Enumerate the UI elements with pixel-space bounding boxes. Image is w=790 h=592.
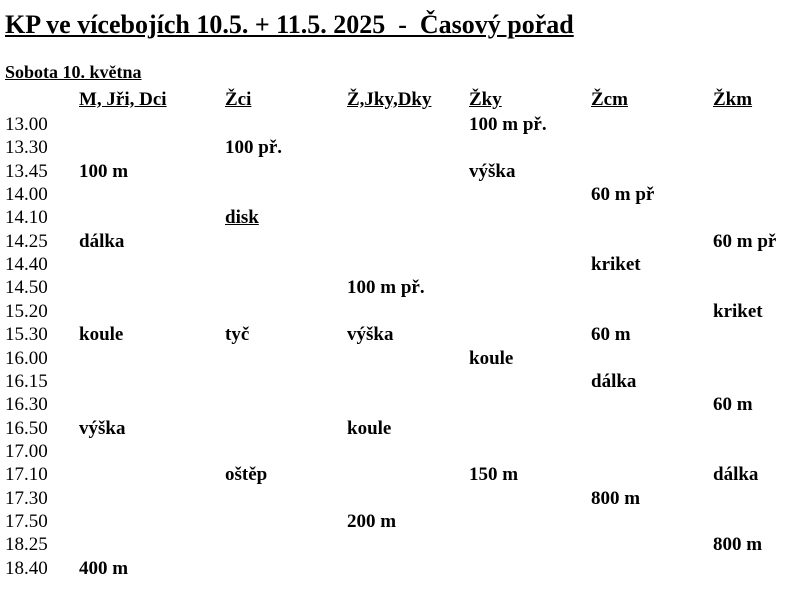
schedule-cell: disk — [225, 207, 259, 228]
schedule-cell: 150 m — [469, 464, 519, 485]
row-time: 14.10 — [5, 207, 48, 228]
schedule-cell: oštěp — [225, 464, 268, 485]
column-header: M, Jři, Dci — [79, 89, 167, 110]
schedule-cell: tyč — [225, 324, 250, 345]
row-time: 16.00 — [5, 348, 48, 369]
row-time: 14.00 — [5, 184, 48, 205]
schedule-cell: dálka — [591, 371, 637, 392]
schedule-cell: 60 m př — [713, 231, 777, 252]
schedule-cell: 100 př. — [225, 137, 282, 158]
schedule-cell: kriket — [591, 254, 641, 275]
day-heading: Sobota 10. května — [5, 62, 142, 82]
schedule-cell: 800 m — [713, 534, 763, 555]
row-time: 17.50 — [5, 511, 48, 532]
page-title: KP ve vícebojích 10.5. + 11.5. 2025 - Časový pořad — [5, 10, 574, 39]
column-header: Žkm — [713, 89, 753, 110]
schedule-cell: výška — [469, 161, 516, 182]
schedule-cell: 100 m — [79, 161, 129, 182]
row-time: 17.10 — [5, 464, 48, 485]
row-time: 13.00 — [5, 114, 48, 135]
schedule-cell: 400 m — [79, 558, 129, 579]
row-time: 14.40 — [5, 254, 48, 275]
schedule-cell: 60 m — [713, 394, 753, 415]
row-time: 18.25 — [5, 534, 48, 555]
schedule-cell: 60 m — [591, 324, 631, 345]
row-time: 16.30 — [5, 394, 48, 415]
row-time: 14.50 — [5, 277, 48, 298]
row-time: 14.25 — [5, 231, 48, 252]
row-time: 18.40 — [5, 558, 48, 579]
row-time: 13.45 — [5, 161, 48, 182]
schedule-cell: výška — [79, 418, 126, 439]
row-time: 15.30 — [5, 324, 48, 345]
column-header: Ž,Jky,Dky — [347, 89, 432, 110]
column-header: Žci — [225, 89, 252, 110]
schedule-cell: dálka — [79, 231, 125, 252]
row-time: 17.30 — [5, 488, 48, 509]
schedule-cell: výška — [347, 324, 394, 345]
schedule-cell: koule — [469, 348, 514, 369]
column-header: Žky — [469, 89, 502, 110]
schedule-cell: 60 m př — [591, 184, 655, 205]
row-time: 13.30 — [5, 137, 48, 158]
schedule-cell: 100 m př. — [347, 277, 425, 298]
schedule-cell: kriket — [713, 301, 763, 322]
column-header: Žcm — [591, 89, 628, 110]
schedule-cell: 800 m — [591, 488, 641, 509]
schedule-cell: 200 m — [347, 511, 397, 532]
row-time: 16.15 — [5, 371, 48, 392]
row-time: 17.00 — [5, 441, 48, 462]
schedule-cell: dálka — [713, 464, 759, 485]
row-time: 15.20 — [5, 301, 48, 322]
schedule-cell: 100 m př. — [469, 114, 547, 135]
schedule-cell: koule — [79, 324, 124, 345]
row-time: 16.50 — [5, 418, 48, 439]
schedule-cell: koule — [347, 418, 392, 439]
